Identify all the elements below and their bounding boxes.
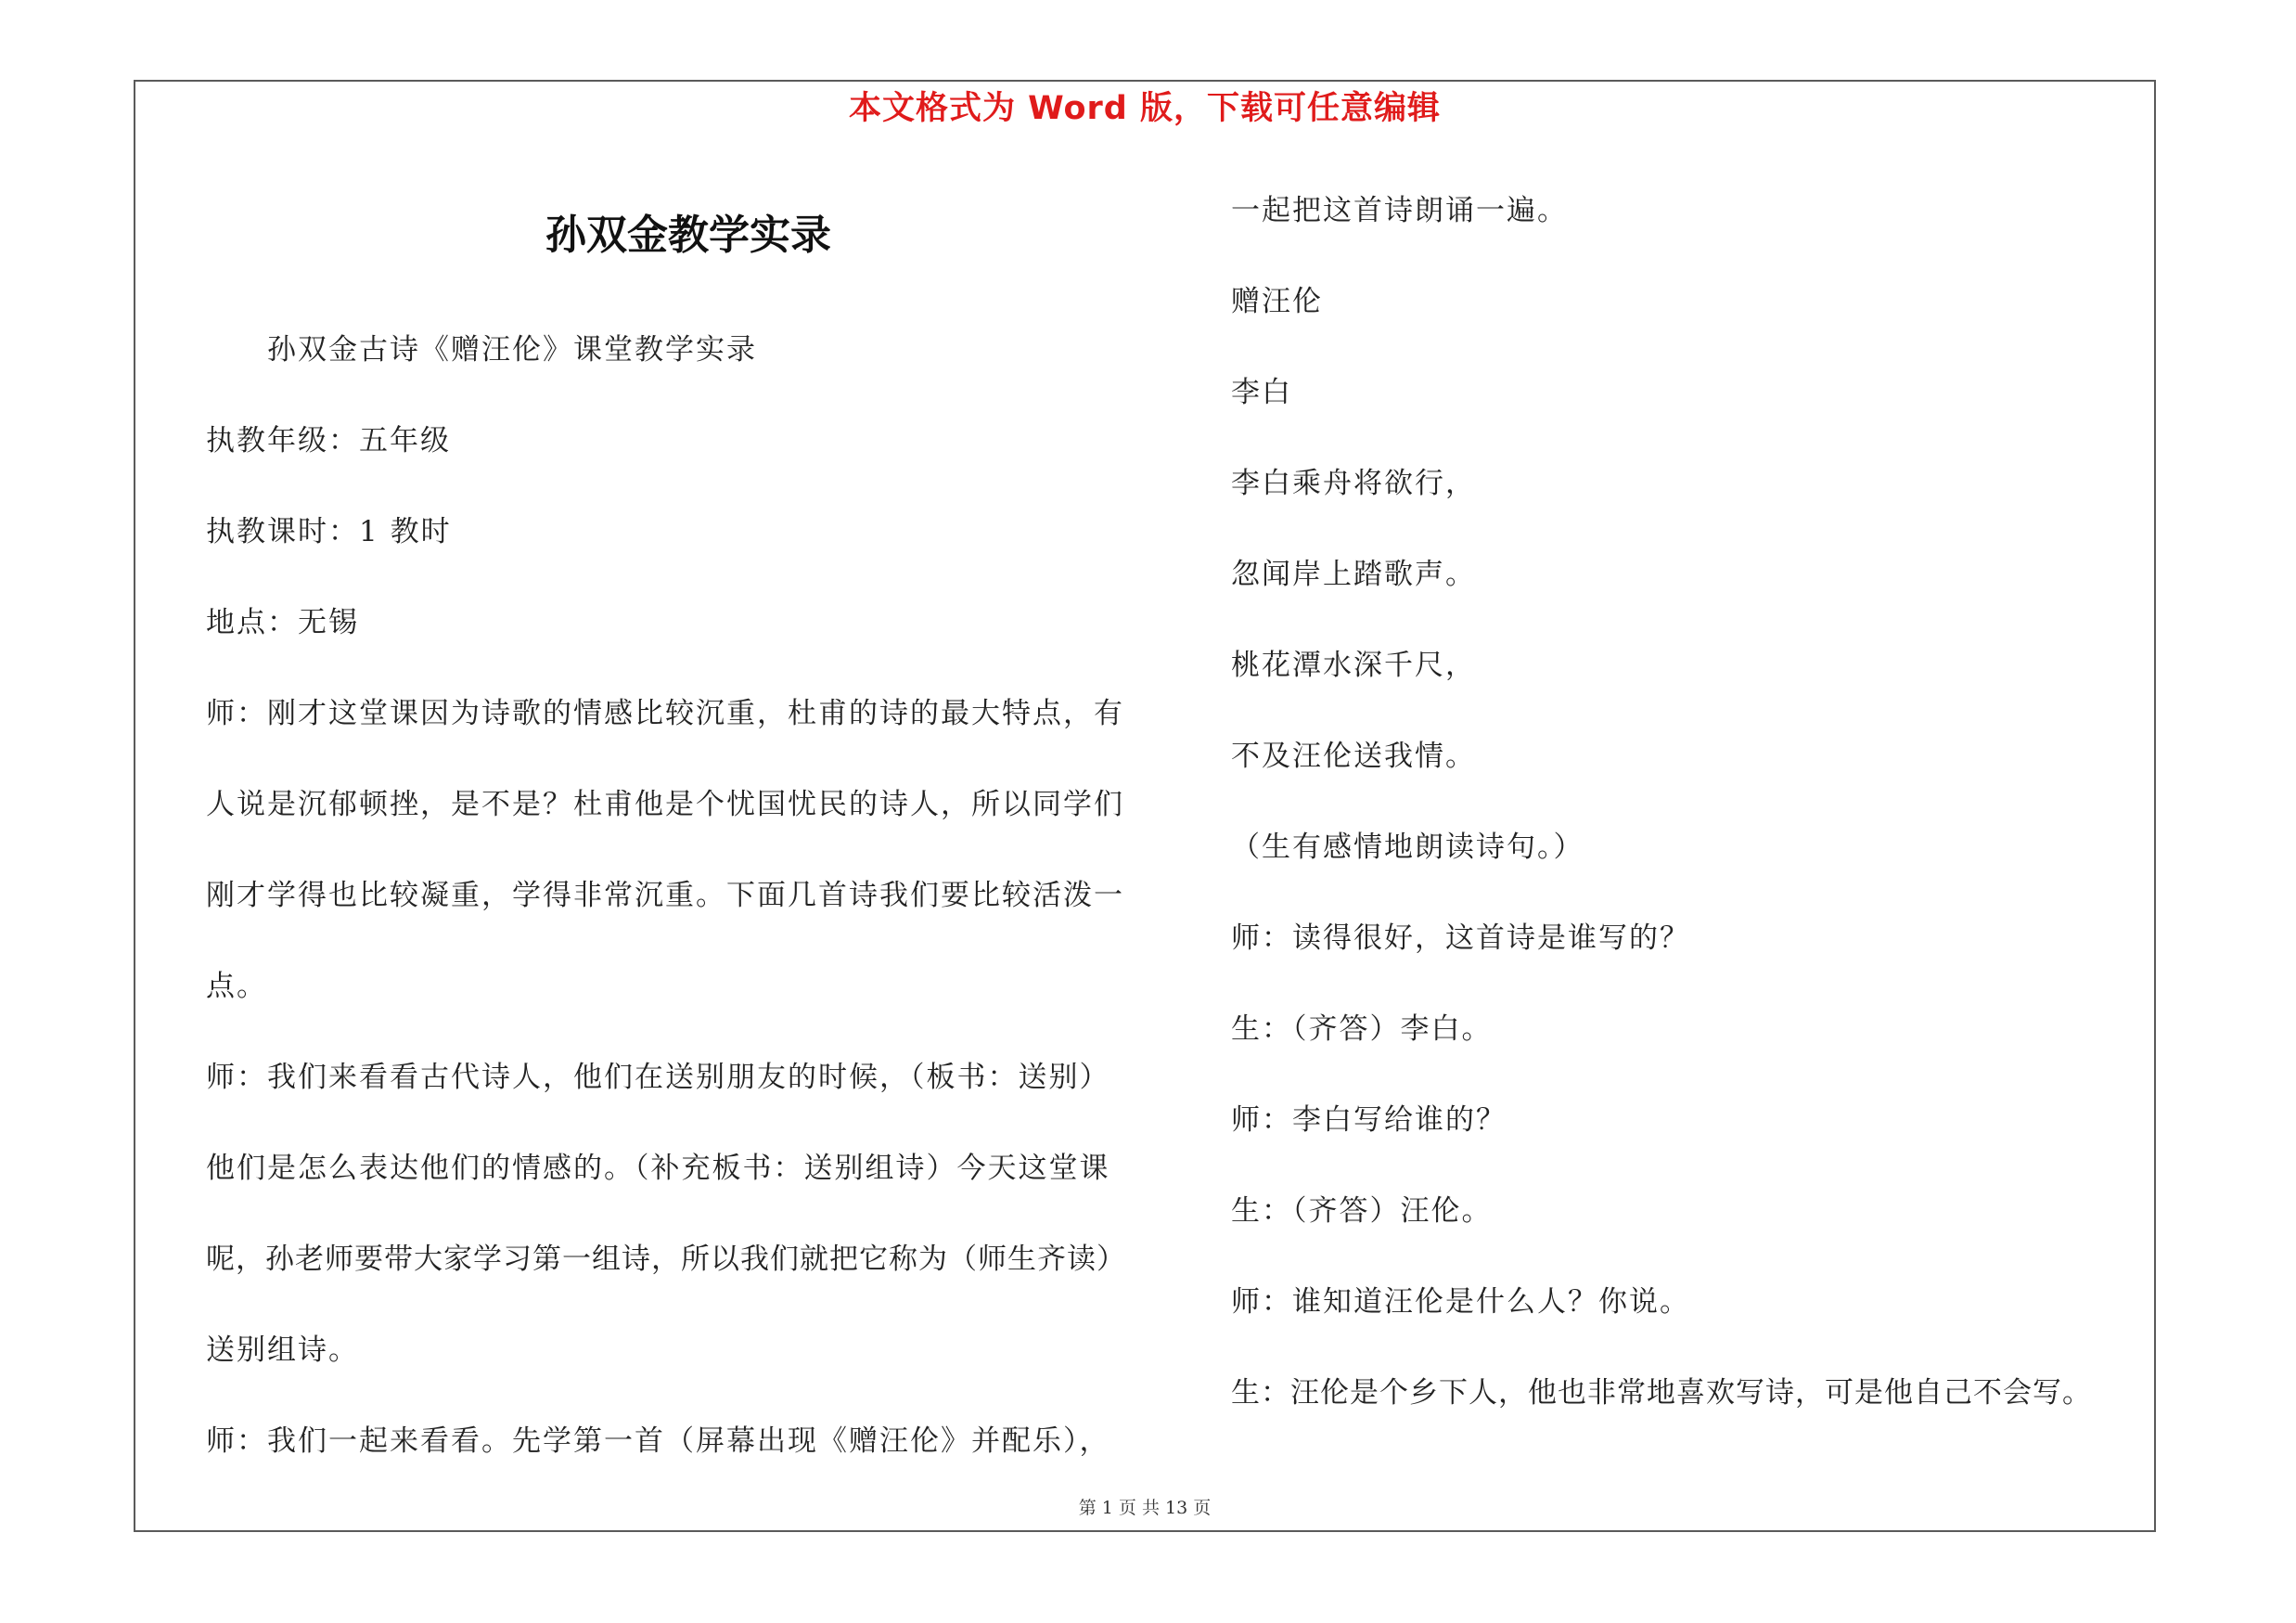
subtitle-line: 孙双金古诗《赠汪伦》课堂教学实录 [267,333,757,367]
paragraph-line: 人说是沉郁顿挫，是不是？杜甫他是个忧国忧民的诗人，所以同学们 [206,788,1124,821]
document-title: 孙双金教学实录 [545,212,831,259]
paragraph-line: 师：李白写给谁的？ [1231,1103,1507,1137]
poem-title: 赠汪伦 [1231,285,1323,318]
paragraph-line: 刚才学得也比较凝重，学得非常沉重。下面几首诗我们要比较活泼一 [206,879,1124,912]
paragraph-line: 他们是怎么表达他们的情感的。（补充板书：送别组诗）今天这堂课 [206,1152,1110,1185]
paragraph-line: 送别组诗。 [206,1333,359,1367]
right-column [1231,165,2122,1438]
paragraph-line: 生：汪伦是个乡下人，他也非常地喜欢写诗，可是他自己不会写。 [1231,1376,2092,1410]
format-banner: 本文格式为 Word 版，下载可任意编辑 [848,90,1442,127]
paragraph-line: 师：谁知道汪伦是什么人？你说。 [1231,1285,1690,1319]
poem-author: 李白 [1231,376,1292,409]
paragraph-line: 师：刚才这堂课因为诗歌的情感比较沉重，杜甫的诗的最大特点，有 [206,697,1124,730]
poem-line: 桃花潭水深千尺， [1231,649,1476,682]
poem-line: 忽闻岸上踏歌声。 [1231,558,1476,591]
paragraph-line: 师：读得很好，这首诗是谁写的？ [1231,921,1690,955]
page-number-footer: 第 1 页 共 13 页 [1078,1498,1212,1518]
poem-line: 李白乘舟将欲行， [1231,467,1476,500]
paragraph-line: 呢，孙老师要带大家学习第一组诗，所以我们就把它称为（师生齐读） [206,1243,1126,1276]
paragraph-line: 地点：无锡 [206,606,359,639]
paragraph-line: 执教课时：1 教时 [206,515,452,548]
paragraph-line: （生有感情地朗读诗句。） [1231,831,1584,864]
paragraph-line: 执教年级：五年级 [206,424,451,457]
paragraph-line: 一起把这首诗朗诵一遍。 [1231,194,1568,227]
paragraph-line: 师：我们一起来看看。先学第一首（屏幕出现《赠汪伦》并配乐）， [206,1424,1110,1458]
left-column [206,304,1171,1487]
poem-line: 不及汪伦送我情。 [1231,740,1476,773]
paragraph-line: 师：我们来看看古代诗人，他们在送别朋友的时候，（板书：送别） [206,1061,1110,1094]
paragraph-line: 生：（齐答）汪伦。 [1231,1194,1493,1228]
paragraph-line: 生：（齐答）李白。 [1231,1012,1493,1046]
paragraph-line: 点。 [206,970,267,1003]
